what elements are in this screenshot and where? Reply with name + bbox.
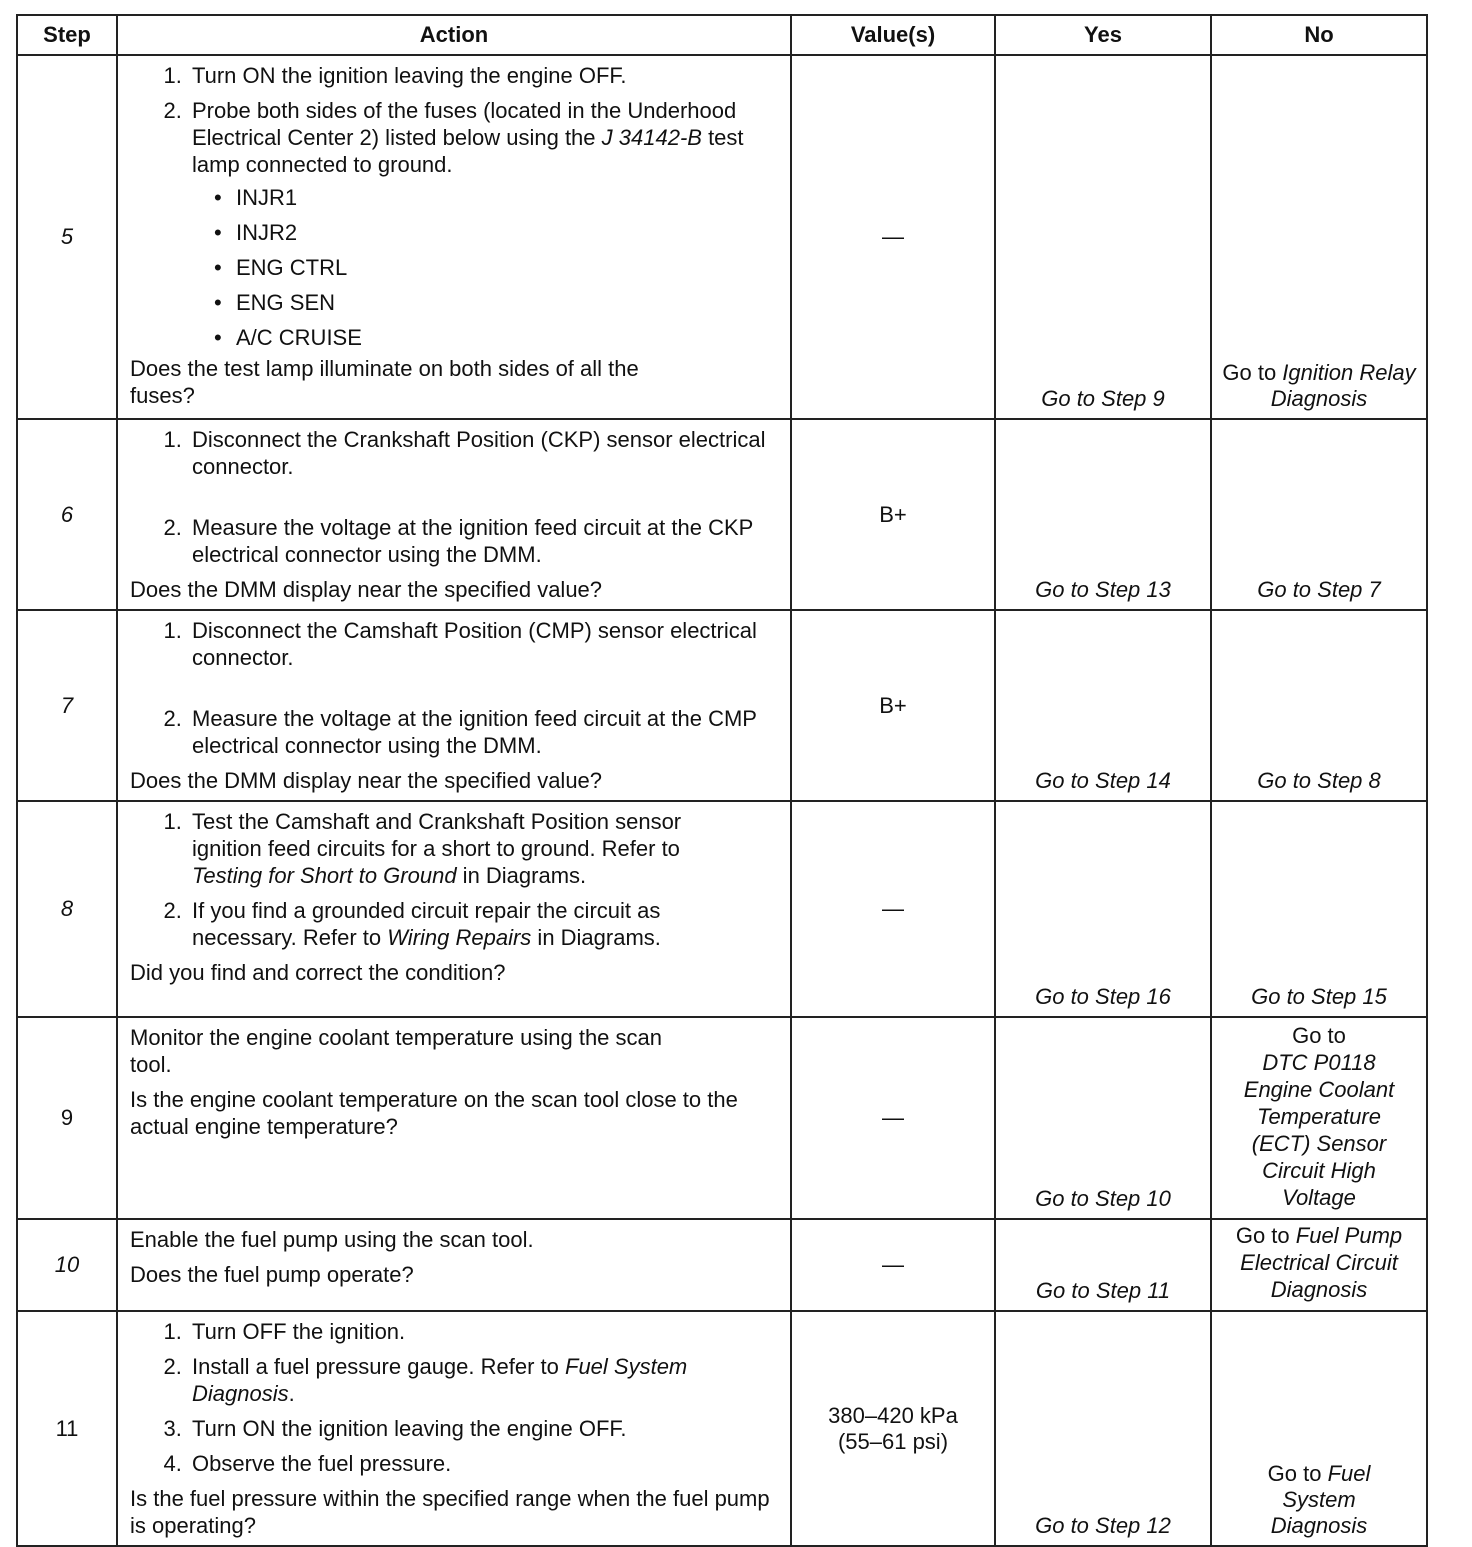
action-item [188,97,780,351]
yes-link[interactable]: Go to Step 14 [1035,768,1171,793]
table-row [17,610,1427,801]
question: Does the DMM display near the specified value? [130,768,603,793]
header-no: No [1211,15,1427,55]
action-item: 3. Turn ON the ignition leaving the engine OFF. [188,1415,720,1442]
yes-cell [995,1017,1211,1219]
yes-link[interactable]: Go to Step 12 [1035,1513,1171,1538]
reference-link[interactable]: Wiring Repairs [387,925,532,950]
yes-cell [995,801,1211,1017]
header-step: Step [17,15,117,55]
yes-link[interactable]: Go to Step 11 [1035,1278,1171,1303]
yes-link[interactable]: Go to Step 10 [1035,1186,1171,1211]
action-text: in Diagrams. [531,925,661,950]
link-text: Fuel System Diagnosis [1270,1461,1371,1538]
action-item: 2. Measure the voltage at the ignition feed circuit at the CMP electrical connector using the DMM. [188,705,780,759]
no-link[interactable] [1212,1222,1426,1303]
table-row [17,1311,1427,1546]
no-link[interactable] [1212,1022,1426,1211]
yes-cell [995,610,1211,801]
yes-link[interactable]: Go to Step 16 [1035,984,1171,1009]
go-to-text: Go to [1222,360,1283,385]
no-cell [1211,1311,1427,1546]
question: Does the test lamp illuminate on both sides of all the fuses? [130,356,639,408]
action-cell [117,1017,791,1219]
list-item: • INJR2 [232,219,780,246]
action-text: test lamp connected to ground. [192,125,744,177]
question: Is the fuel pressure within the specified range when the fuel pump is operating? [130,1486,770,1538]
no-link[interactable] [1212,1461,1426,1539]
list-item: • A/C CRUISE [232,324,780,351]
step-number: 6 [17,419,117,610]
header-yes: Yes [995,15,1211,55]
action-cell [117,1219,791,1311]
tool-name: J 34142-B [601,125,702,150]
question: Did you find and correct the condition? [130,960,506,985]
step-number: 8 [17,801,117,1017]
no-cell [1211,1017,1427,1219]
action-cell [117,1311,791,1546]
go-to-text: Go to [1235,1223,1296,1248]
no-link[interactable]: Go to Step 8 [1257,768,1381,793]
header-action: Action [117,15,791,55]
yes-cell [995,55,1211,419]
value-cell: B+ [791,610,995,801]
step-number: 10 [17,1219,117,1311]
yes-link[interactable]: Go to Step 9 [1041,386,1165,411]
action-cell [117,610,791,801]
step-number: 11 [17,1311,117,1546]
action-text: Install a fuel pressure gauge. Refer to [192,1354,565,1379]
action-item: 4. Observe the fuel pressure. [188,1450,720,1477]
no-cell [1211,55,1427,419]
fuse-list [192,184,780,351]
action-text: in Diagrams. [456,863,587,888]
list-item: • ENG CTRL [232,254,780,281]
no-cell [1211,801,1427,1017]
no-link[interactable]: Go to Step 15 [1251,984,1387,1009]
step-number: 5 [17,55,117,419]
action-item: 1. Disconnect the Crankshaft Position (CKP) sensor electrical connector. [188,426,780,480]
go-to-text: Go to [1292,1023,1346,1048]
value-cell: — [791,1017,995,1219]
table-row [17,1219,1427,1311]
action-text: . [288,1381,295,1406]
no-link[interactable] [1212,360,1426,412]
action-text: Probe both sides of the fuses (located in the Underhood Electrical Center 2) listed below using the [192,98,737,150]
reference-link[interactable]: Testing for Short to Ground [192,863,457,888]
reference-link[interactable]: Fuel System Diagnosis [192,1354,688,1406]
action-item: 1. Disconnect the Camshaft Position (CMP) sensor electrical connector. [188,617,780,671]
value-cell: 380–420 kPa (55–61 psi) [791,1311,995,1546]
table-row [17,1017,1427,1219]
no-cell [1211,419,1427,610]
yes-link[interactable]: Go to Step 13 [1035,577,1171,602]
yes-cell [995,419,1211,610]
question: Does the DMM display near the specified value? [130,577,603,602]
no-link[interactable]: Go to Step 7 [1257,577,1381,602]
step-number: 9 [17,1017,117,1219]
action-item: 1. Turn ON the ignition leaving the engine OFF. [188,62,780,89]
question: Does the fuel pump operate? [130,1262,414,1287]
action-item: 2. Measure the voltage at the ignition feed circuit at the CKP electrical connector using the DMM. [188,514,780,568]
action-item [188,808,720,889]
action-cell [117,419,791,610]
table-row [17,55,1427,419]
go-to-text: Go to [1267,1461,1328,1486]
yes-cell [995,1219,1211,1311]
link-text: DTC P0118 Engine Coolant Temperature (ECT) Sensor Circuit High Voltage [1243,1050,1395,1210]
list-item: • ENG SEN [232,289,780,316]
step-number: 7 [17,610,117,801]
table-row [17,419,1427,610]
link-text: Fuel Pump Electrical Circuit Diagnosis [1240,1223,1403,1302]
table-row [17,801,1427,1017]
value-cell: — [791,55,995,419]
no-cell [1211,610,1427,801]
value-cell: — [791,801,995,1017]
no-cell [1211,1219,1427,1311]
action-text: Monitor the engine coolant temperature using the scan tool. [130,1025,662,1077]
header-row [17,15,1427,55]
action-text: Enable the fuel pump using the scan tool. [130,1227,534,1252]
action-text: Test the Camshaft and Crankshaft Position sensor ignition feed circuits for a short to ground. Refer to [192,809,682,861]
action-text: If you find a grounded circuit repair the circuit as necessary. Refer to [192,898,661,950]
diagnostic-table [16,14,1428,1547]
action-item: 1. Turn OFF the ignition. [188,1318,720,1345]
yes-cell [995,1311,1211,1546]
link-text: Ignition Relay Diagnosis [1270,360,1416,411]
value-cell: — [791,1219,995,1311]
action-item [188,897,720,951]
action-cell [117,55,791,419]
action-item [188,1353,720,1407]
list-item: • INJR1 [232,184,780,211]
header-values: Value(s) [791,15,995,55]
action-cell [117,801,791,1017]
value-cell: B+ [791,419,995,610]
question: Is the engine coolant temperature on the scan tool close to the actual engine temperature? [130,1087,738,1139]
